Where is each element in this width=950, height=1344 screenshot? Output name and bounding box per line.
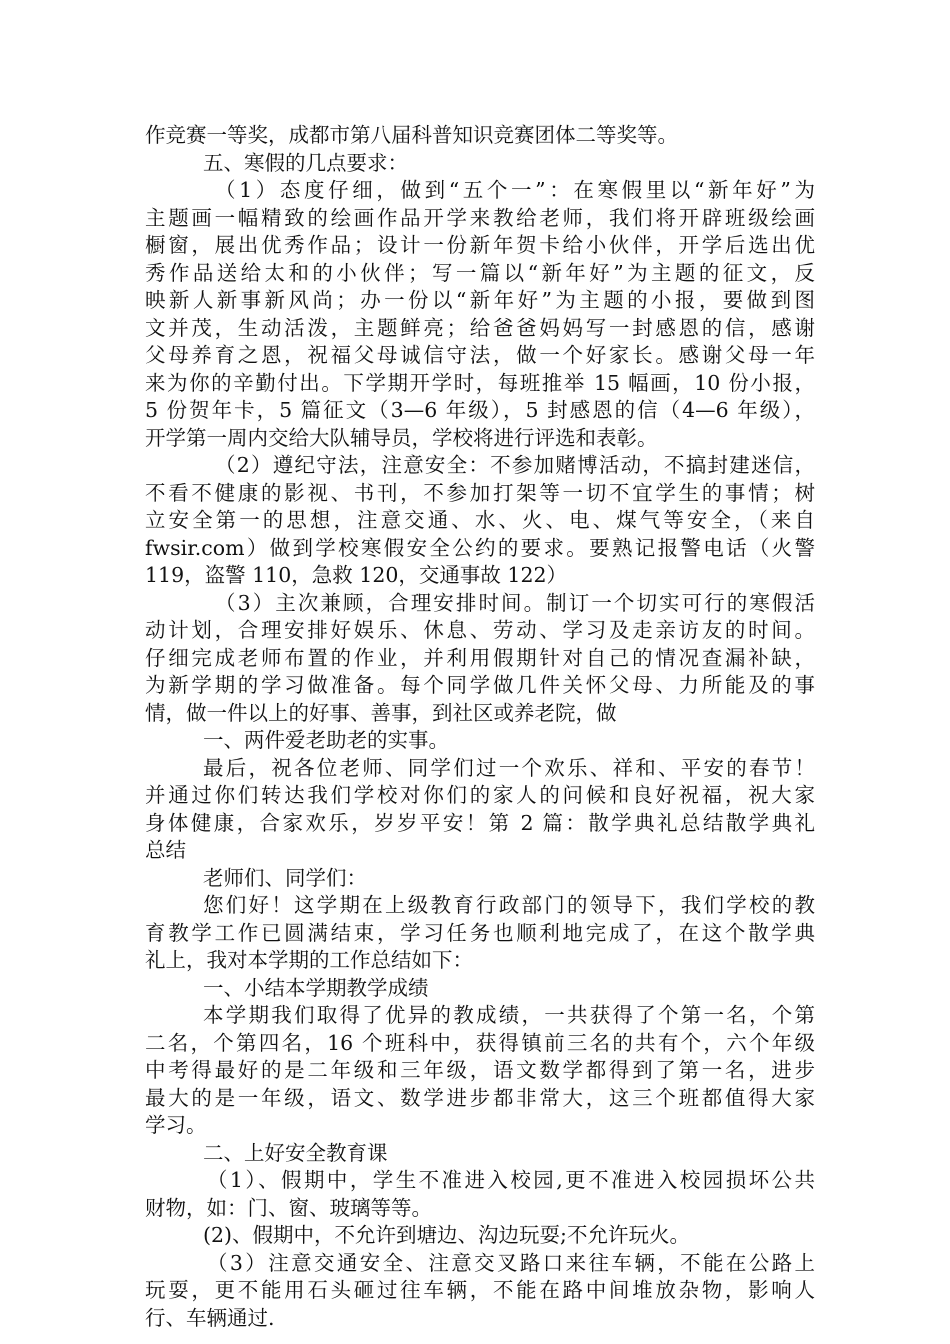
text-line: 立安全第一的思想，注意交通、水、火、电、煤气等安全，（来自 bbox=[145, 508, 815, 532]
text-line: 并通过你们转达我们学校对你们的家人的问候和良好祝福，祝大家 bbox=[145, 783, 815, 807]
text-line: (2)、假期中，不允许到塘边、沟边玩耍;不允许玩火。 bbox=[203, 1223, 690, 1247]
text-line: 映新人新事新风尚；办一份以“新年好”为主题的小报，要做到图 bbox=[145, 288, 815, 312]
text-line: （3）主次兼顾，合理安排时间。制订一个切实可行的寒假活 bbox=[215, 590, 815, 615]
text-line: 玩耍，更不能用石头砸过往车辆，不能在路中间堆放杂物，影响人 bbox=[145, 1278, 815, 1302]
text-line: 身体健康，合家欢乐，岁岁平安！第 2 篇：散学典礼总结散学典礼 bbox=[145, 810, 815, 835]
text-line: 不看不健康的影视、书刊，不参加打架等一切不宜学生的事情；树 bbox=[145, 480, 815, 505]
text-line: 老师们、同学们： bbox=[203, 865, 367, 890]
text-line: 动计划，合理安排好娱乐、休息、劳动、学习及走亲访友的时间。 bbox=[145, 618, 815, 642]
text-line: 为新学期的学习做准备。每个同学做几件关怀父母、力所能及的事 bbox=[145, 673, 815, 697]
text-line: 行、车辆通过. bbox=[145, 1305, 275, 1330]
text-line: 主题画一幅精致的绘画作品开学来教给老师，我们将开辟班级绘画 bbox=[145, 205, 815, 230]
text-line: 119，盗警 110，急救 120，交通事故 122） bbox=[145, 563, 568, 587]
text-line: 一、两件爱老助老的实事。 bbox=[203, 728, 449, 752]
text-line: 橱窗，展出优秀作品；设计一份新年贺卡给小伙伴，开学后选出优 bbox=[145, 233, 815, 257]
text-line: 作竞赛一等奖，成都市第八届科普知识竞赛团体二等奖等。 bbox=[145, 123, 678, 147]
text-line: 秀作品送给太和的小伙伴；写一篇以“新年好”为主题的征文，反 bbox=[145, 260, 815, 285]
text-line: 育教学工作已圆满结束，学习任务也顺利地完成了，在这个散学典 bbox=[145, 920, 815, 945]
text-line: 文并茂，生动活泼，主题鲜亮；给爸爸妈妈写一封感恩的信，感谢 bbox=[145, 315, 815, 340]
text-line: 礼上，我对本学期的工作总结如下： bbox=[145, 948, 473, 972]
text-line: 您们好！这学期在上级教育行政部门的领导下，我们学校的教 bbox=[203, 893, 815, 917]
text-line: （1）态度仔细，做到“五个一”：在寒假里以“新年好”为 bbox=[215, 178, 815, 202]
text-line: 学习。 bbox=[145, 1113, 207, 1137]
text-line: fwsir.com）做到学校寒假安全公约的要求。要熟记报警电话（火警 bbox=[145, 535, 815, 560]
text-line: 仔细完成老师布置的作业，并利用假期针对自己的情况查漏补缺， bbox=[145, 645, 815, 670]
text-line: 父母养育之恩，祝福父母诚信守法，做一个好家长。感谢父母一年 bbox=[145, 343, 815, 367]
text-line: 总结 bbox=[145, 838, 186, 862]
text-line: 最后，祝各位老师、同学们过一个欢乐、祥和、平安的春节！ bbox=[203, 755, 815, 780]
text-line: 本学期我们取得了优异的教成绩，一共获得了个第一名，个第 bbox=[203, 1003, 815, 1027]
text-line: 5 份贺年卡，5 篇征文（3—6 年级），5 封感恩的信（4—6 年级）， bbox=[145, 398, 815, 422]
text-line: （3）注意交通安全、注意交叉路口来往车辆，不能在公路上 bbox=[207, 1250, 815, 1275]
text-line: （1）、假期中，学生不准进入校园,更不准进入校园损坏公共 bbox=[207, 1168, 815, 1192]
text-line: 二名，个第四名，16 个班科中，获得镇前三名的共有个，六个年级 bbox=[145, 1030, 815, 1055]
text-line: 来为你的辛勤付出。下学期开学时，每班推举 15 幅画，10 份小报， bbox=[145, 370, 815, 395]
text-line: 情，做一件以上的好事、善事，到社区或养老院，做 bbox=[145, 700, 617, 725]
text-line: 二、上好安全教育课 bbox=[203, 1140, 388, 1165]
text-line: 中考得最好的是二年级和三年级，语文数学都得到了第一名，进步 bbox=[145, 1058, 815, 1082]
text-line: （2）遵纪守法，注意安全：不参加赌博活动，不搞封建迷信， bbox=[215, 453, 815, 477]
text-line: 一、小结本学期教学成绩 bbox=[203, 975, 429, 1000]
text-line: 财物，如：门、窗、玻璃等等。 bbox=[145, 1195, 432, 1220]
text-line: 最大的是一年级，语文、数学进步都非常大，这三个班都值得大家 bbox=[145, 1085, 815, 1110]
text-line: 开学第一周内交给大队辅导员，学校将进行评选和表彰。 bbox=[145, 425, 658, 450]
text-line: 五、寒假的几点要求： bbox=[203, 150, 408, 175]
document-body bbox=[145, 122, 815, 1332]
